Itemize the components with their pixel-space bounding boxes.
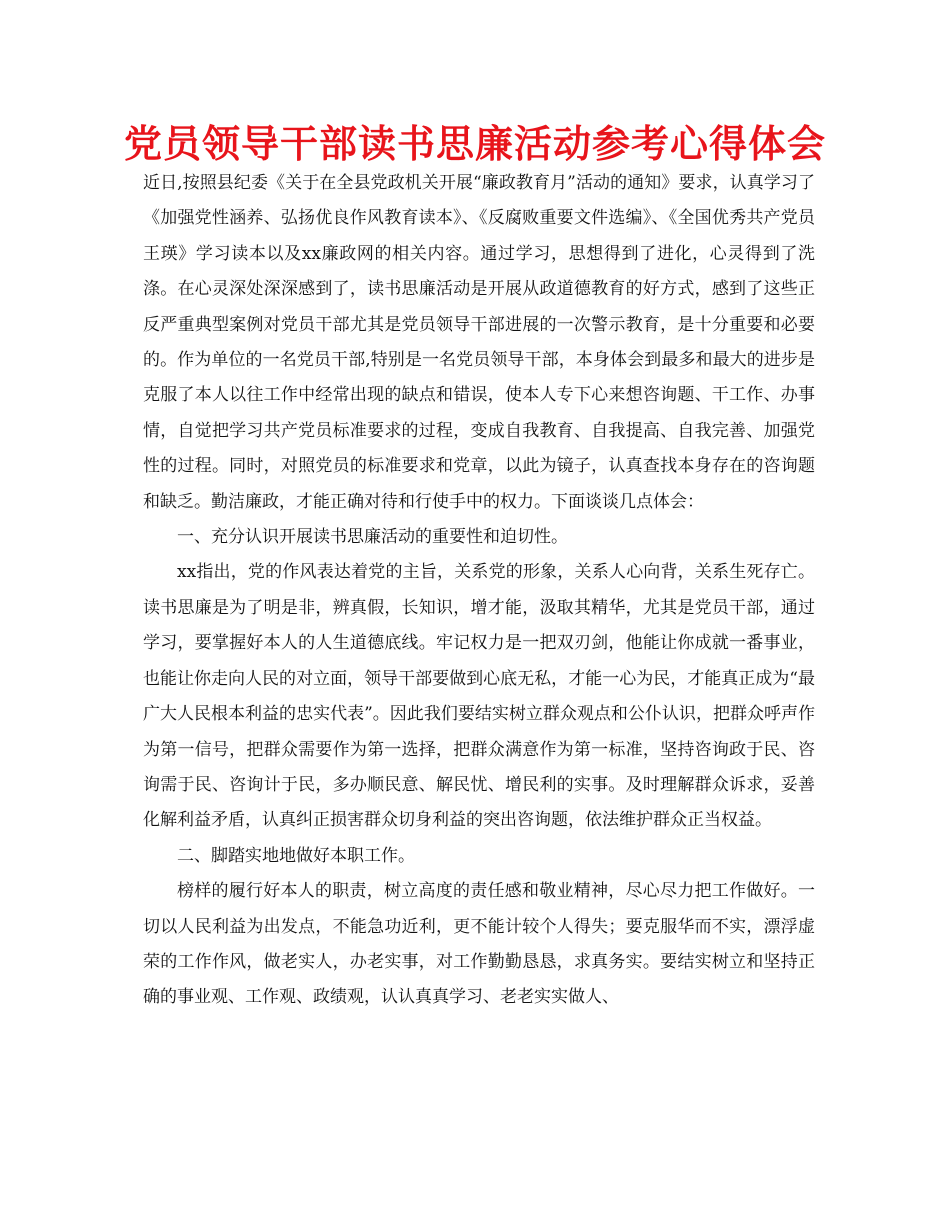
paragraph-section-2: 榜样的履行好本人的职责，树立高度的责任感和敬业精神，尽心尽力把工作做好。一切以人民利益为出发点，不能急功近利，更不能计较个人得失；要克服华而不实，漂浮虚荣的工作作风，做老实人，办老实事，对工作勤勤恳恳，求真务实。要结实树立和坚持正确的事业观、工作观、政绩观，认认真真学习、老老实实做人、: [143, 881, 815, 1008]
paragraph-section-1: xx指出，党的作风表达着党的主旨，关系党的形象，关系人心向背，关系生死存亡。读书思廉是为了明是非，辨真假，长知识，增才能，汲取其精华，尤其是党员干部，通过学习，要掌握好本人的人生道德底线。牢记权力是一把双刃剑，他能让你成就一番事业，也能让你走向人民的对立面，领导干部要做到心底无私，才能一心为民，才能真正成为“最广大人民根本利益的忠实代表”。因此我们要结实树立群众观点和公仆认识，把群众呼声作为第一信号，把群众需要作为第一选择，把群众满意作为第一标准，坚持咨询政于民、咨询需于民、咨询计于民，多办顺民意、解民忧、增民利的实事。及时理解群众诉求，妥善化解利益矛盾，认真纠正损害群众切身利益的突出咨询题，依法维护群众正当权益。: [143, 562, 815, 831]
document-title: 党员领导干部读书思廉活动参考心得体会: [123, 121, 826, 166]
document-body: [143, 166, 815, 1016]
paragraph-intro: 近日,按照县纪委《关于在全县党政机关开展“廉政教育月”活动的通知》要求，认真学习了《加强党性涵养、弘扬优良作风教育读本》、《反腐败重要文件选编》、《全国优秀共产党员王瑛》学习读本以及xx廉政网的相关内容。通过学习，思想得到了进化，心灵得到了洗涤。在心灵深处深深感到了，读书思廉活动是开展从政道德教育的好方式，感到了这些正反严重典型案例对党员干部尤其是党员领导干部进展的一次警示教育，是十分重要和必要的。作为单位的一名党员干部,特别是一名党员领导干部，本身体会到最多和最大的进步是克服了本人以往工作中经常出现的缺点和错误，使本人专下心来想咨询题、干工作、办事情，自觉把学习共产党员标准要求的过程，变成自我教育、自我提高、自我完善、加强党性的过程。同时，对照党员的标准要求和党章，以此为镜子，认真查找本身存在的咨询题和缺乏。勤洁廉政，才能正确对待和行使手中的权力。下面谈谈几点体会：: [143, 173, 815, 512]
section-heading-2: 二、脚踏实地地做好本职工作。: [177, 845, 415, 866]
section-heading-1: 一、充分认识开展读书思廉活动的重要性和迫切性。: [177, 527, 568, 548]
